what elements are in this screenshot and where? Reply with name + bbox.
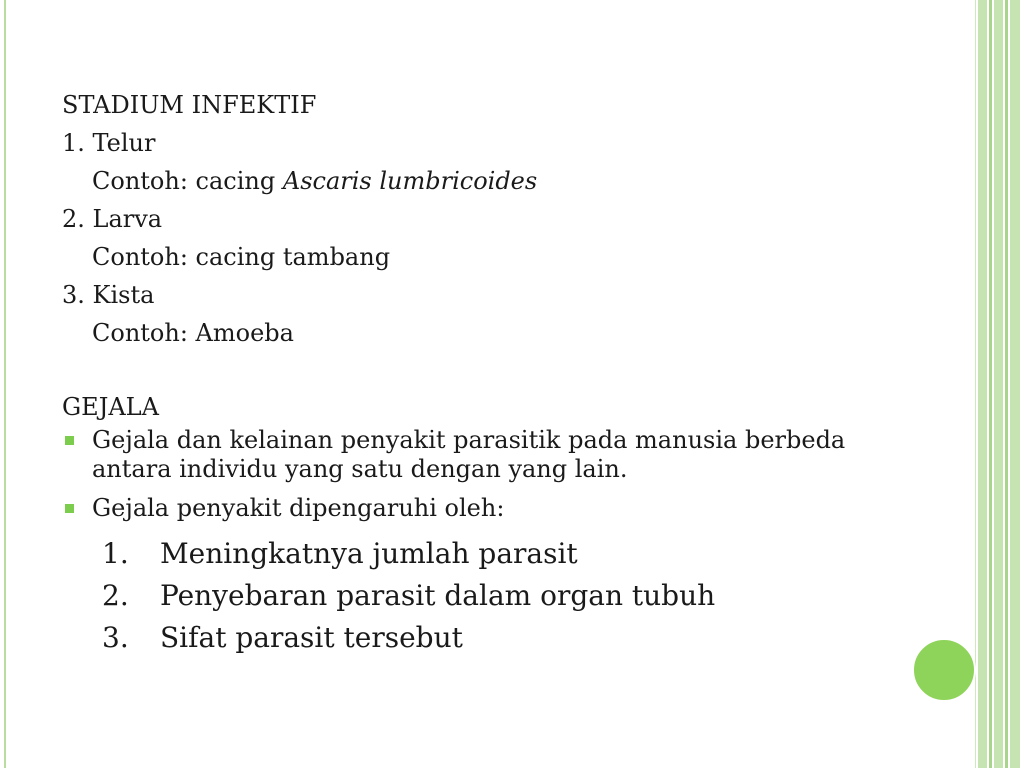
right-stripe xyxy=(994,0,1003,768)
item-text: Meningkatnya jumlah parasit xyxy=(160,537,578,570)
stage-example xyxy=(62,162,922,200)
item-text: Sifat parasit tersebut xyxy=(160,621,463,654)
stage-example xyxy=(62,314,922,352)
numbered-list xyxy=(62,533,922,659)
right-stripe xyxy=(975,0,976,768)
item-text: Penyebaran parasit dalam organ tubuh xyxy=(160,579,716,612)
stage-example-text: Contoh: Amoeba xyxy=(92,319,294,347)
square-bullet-icon xyxy=(65,436,74,445)
item-number: 3. xyxy=(102,621,129,654)
bullet-text: Gejala dan kelainan penyakit parasitik pada manusia berbeda antara individu yang satu dengan yang lain. xyxy=(92,426,846,483)
bullet-item xyxy=(62,426,922,484)
stage-title: 1. Telur xyxy=(62,129,156,157)
item-number: 2. xyxy=(102,579,129,612)
stage-example xyxy=(62,238,922,276)
spacer xyxy=(62,352,922,388)
stage-example-text: Contoh: cacing xyxy=(92,167,283,195)
bullet-text: Gejala penyakit dipengaruhi oleh: xyxy=(92,494,505,522)
stage-example-text: Contoh: cacing tambang xyxy=(92,243,391,271)
numbered-item xyxy=(62,617,922,659)
numbered-item xyxy=(62,533,922,575)
bullet-item xyxy=(62,494,922,523)
right-stripe xyxy=(978,0,987,768)
stage-title: 3. Kista xyxy=(62,281,155,309)
right-stripe xyxy=(989,0,992,768)
stage-title: 2. Larva xyxy=(62,205,163,233)
section-heading-stadium: STADIUM INFEKTIF xyxy=(62,91,317,119)
numbered-item xyxy=(62,575,922,617)
stage-example-species: Ascaris lumbricoides xyxy=(282,167,538,195)
right-stripe xyxy=(1010,0,1020,768)
section-heading-gejala: GEJALA xyxy=(62,393,159,421)
left-border-rule xyxy=(4,0,6,768)
slide-content xyxy=(62,86,922,659)
item-number: 1. xyxy=(102,537,129,570)
square-bullet-icon xyxy=(65,504,74,513)
right-stripe xyxy=(1005,0,1008,768)
